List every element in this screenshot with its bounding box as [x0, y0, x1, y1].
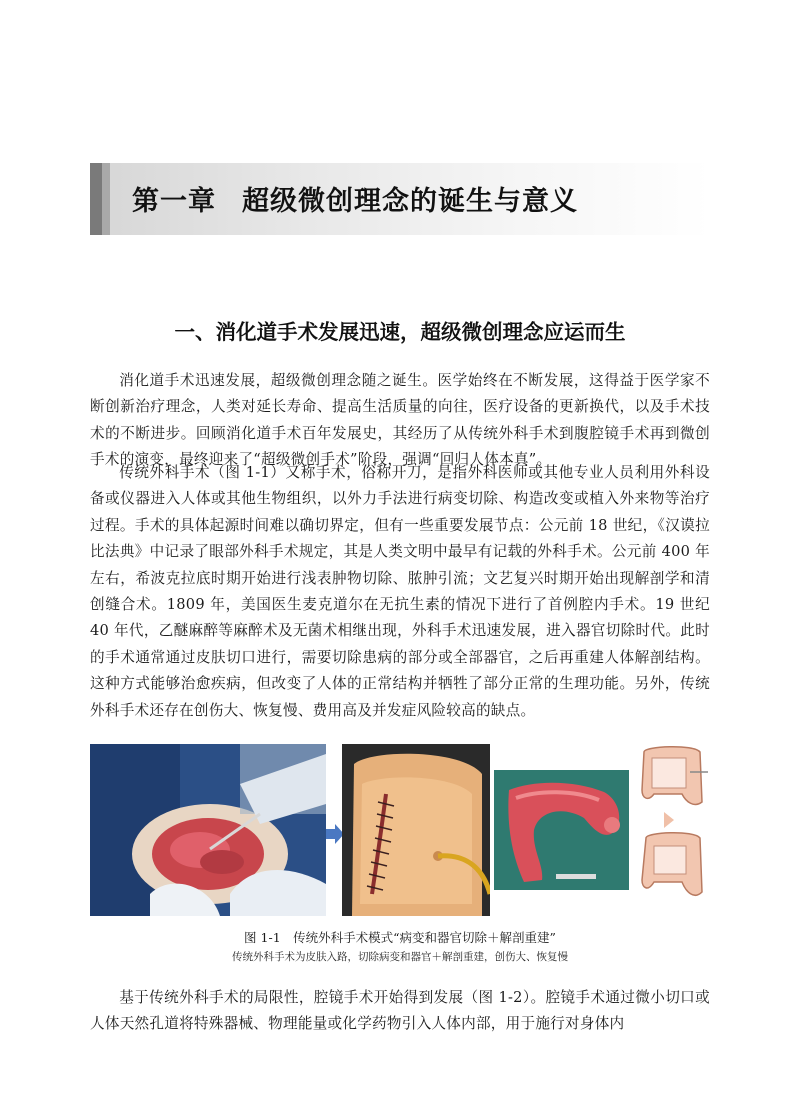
- chapter-heading: [132, 179, 578, 218]
- chapter-banner: [90, 163, 710, 235]
- body-paragraph-2: 传统外科手术（图 1-1）又称手术，俗称开刀，是指外科医师或其他专业人员利用外科设备或仪器进入人体或其他生物组织，以外力手法进行病变切除、构造改变或植入外来物等治疗过程。手术的具体起源时间难以确切界定，但有一些重要发展节点：公元前 18 世纪，《汉谟拉比法典》中记录了眼部外科手术规定，其是人类文明中最早有记载的外科手术。公元前 400 年左右，希波克拉底时期开始进行浅表肿物切除、脓肿引流；文艺复兴时期开始出现解剖学和清创缝合术。1809 年，美国医生麦克道尔在无抗生素的情况下进行了首例腔内手术。19 世纪 40 年代，乙醚麻醉等麻醉术及无菌术相继出现，外科手术迅速发展，进入器官切除时代。此时的手术通常通过皮肤切口进行，需要切除患病的部分或全部器官，之后再重建人体解剖结构。这种方式能够治愈疾病，但改变了人体的正常结构并牺牲了部分正常的生理功能。另外，传统外科手术还存在创伤大、恢复慢、费用高及并发症风险较高的缺点。: [90, 464, 710, 719]
- figure-illustration-anatomy: [634, 742, 710, 918]
- figure-photo-open-surgery: [90, 744, 326, 916]
- sutured-incision-illustration: [342, 744, 490, 916]
- body-paragraph-1: 消化道手术迅速发展，超级微创理念随之诞生。医学始终在不断发展，这得益于医学家不断创新治疗理念，人类对延长寿命、提高生活质量的向往，医疗设备的更新换代，以及手术技术的不断进步。回顾消化道手术百年发展史，其经历了从传统外科手术到腹腔镜手术再到微创手术的演变，最终迎来了“超级微创手术”阶段，强调“回归人体本真”。: [90, 372, 710, 469]
- open-surgery-illustration: [90, 744, 326, 916]
- colon-anatomy-illustration: [634, 742, 710, 918]
- chapter-number: 第一章: [132, 186, 216, 217]
- banner-accent-bar-light: [102, 163, 110, 235]
- resected-specimen-illustration: [494, 770, 629, 890]
- figure-photo-resected-specimen: [494, 770, 629, 890]
- figure-caption: 图 1-1 传统外科手术模式“病变和器官切除＋解剖重建”: [244, 930, 556, 945]
- figure-subcaption: 传统外科手术为皮肤入路，切除病变和器官＋解剖重建，创伤大、恢复慢: [232, 951, 568, 963]
- section-title: 一、消化道手术发展迅速，超级微创理念应运而生: [174, 320, 626, 344]
- chapter-title: 超级微创理念的诞生与意义: [242, 186, 578, 217]
- banner-accent-bar: [90, 163, 102, 235]
- body-paragraph-3: 基于传统外科手术的局限性，腔镜手术开始得到发展（图 1-2）。腔镜手术通过微小切口或人体天然孔道将特殊器械、物理能量或化学药物引入人体内部，用于施行对身体内: [90, 989, 710, 1033]
- figure-photo-sutured-incision: [342, 744, 490, 916]
